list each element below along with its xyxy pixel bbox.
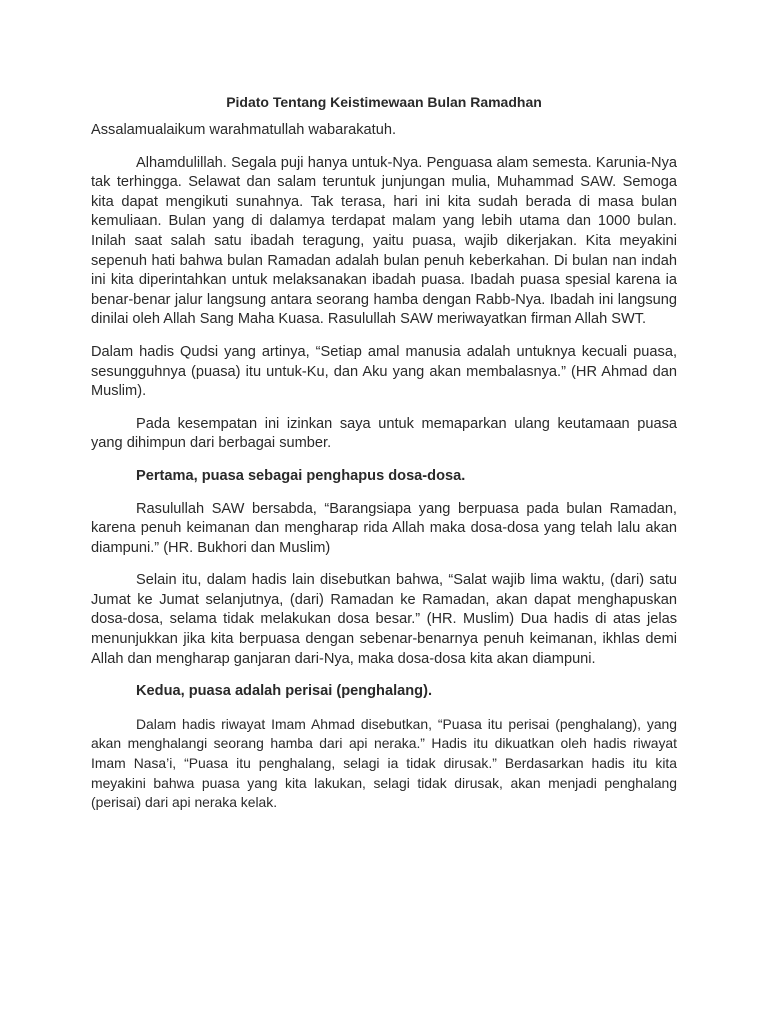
first-hadith-paragraph: Rasulullah SAW bersabda, “Barangsiapa yang berpuasa pada bulan Ramadan, karena penuh keimanan dan mengharap rida Allah maka dosa-dosa yang telah lalu akan diampuni.” (HR. Bukhori dan Muslim) xyxy=(91,500,677,556)
shield-hadith-paragraph: Dalam hadis riwayat Imam Ahmad disebutkan, “Puasa itu perisai (penghalang), yang akan menghalangi seorang hamba dari api neraka.” Hadis itu dikuatkan oleh hadis riwayat Imam Nasa’i, “Puasa itu penghalang, selagi ia tidak dirusak.” Berdasarkan hadis itu kita meyakini bahwa puasa yang kita lakukan, selagi tidak dirusak, akan menjadi penghalang (perisai) dari api neraka kelak. xyxy=(91,715,677,811)
section-heading-first: Pertama, puasa sebagai penghapus dosa-dosa. xyxy=(136,467,466,484)
hadith-qudsi-paragraph: Dalam hadis Qudsi yang artinya, “Setiap amal manusia adalah untuknya kecuali puasa, sesungguhnya (puasa) itu untuk-Ku, dan Aku yang akan membalasnya.” (HR Ahmad dan Muslim). xyxy=(91,343,677,400)
greeting-paragraph: Assalamualaikum warahmatullah wabarakatuh. xyxy=(91,122,397,138)
second-hadith-paragraph: Selain itu, dalam hadis lain disebutkan bahwa, “Salat wajib lima waktu, (dari) satu Jumat ke Jumat selanjutnya, (dari) Ramadan ke Ramadan, akan dapat menghapuskan dosa-dosa, selama tidak melakukan dosa besar.” (HR. Muslim) Dua hadis di atas jelas menunjukkan jika kita berpuasa dengan sebenar-benarnya penuh keimanan, ikhlas demi Allah dan mengharap ganjaran dari-Nya, maka dosa-dosa kita akan diampuni. xyxy=(91,572,677,667)
document-title: Pidato Tentang Keistimewaan Bulan Ramadhan xyxy=(226,94,542,110)
introduction-paragraph: Pada kesempatan ini izinkan saya untuk memaparkan ulang keutamaan puasa yang dihimpun dari berbagai sumber. xyxy=(91,415,677,452)
opening-paragraph: Alhamdulillah. Segala puji hanya untuk-Nya. Penguasa alam semesta. Karunia-Nya tak terhingga. Selawat dan salam teruntuk junjungan mulia, Muhammad SAW. Semoga kita dapat mengikuti sunahnya. Tak terasa, hari ini kita sudah berada di masa bulan kemuliaan. Bulan yang di dalamya terdapat malam yang lebih utama dan 1000 bulan. Inilah saat salah satu ibadah teragung, yaitu puasa, wajib dikerjakan. Kita meyakini sepenuh hati bahwa bulan Ramadan adalah bulan penuh keberkahan. Di bulan nan indah ini kita diperintahkan untuk melaksanakan ibadah puasa. Ibadah puasa spesial karena ia benar-benar jalur langsung antara seorang hamba dengan Rabb-Nya. Ibadah ini langsung dinilai oleh Allah Sang Maha Kuasa. Rasulullah SAW meriwayatkan firman Allah SWT. xyxy=(91,154,677,328)
document-page xyxy=(91,93,677,826)
section-heading-second: Kedua, puasa adalah perisai (penghalang). xyxy=(136,683,433,700)
